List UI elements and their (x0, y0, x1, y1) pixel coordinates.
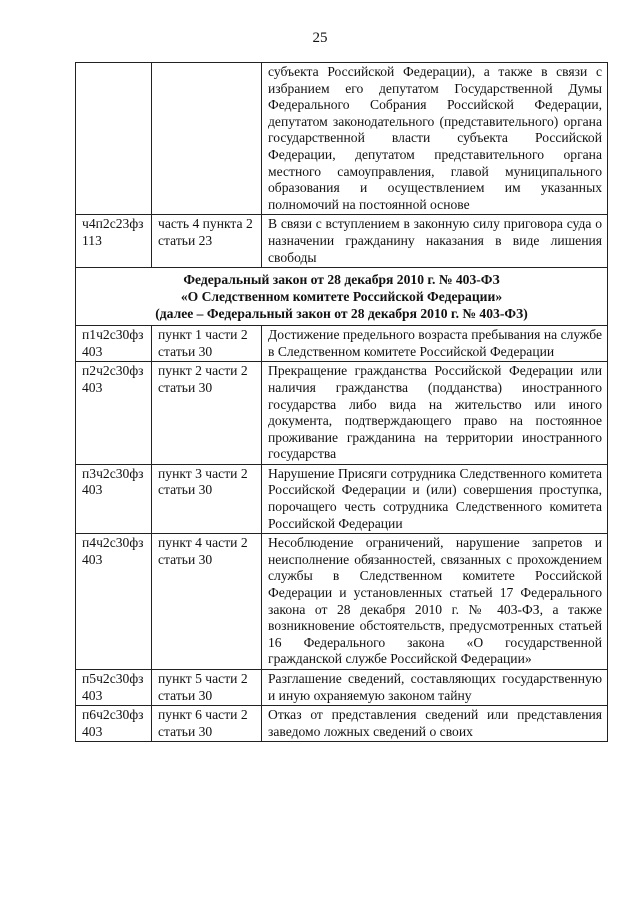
reference-cell: часть 4 пункта 2 статьи 23 (152, 215, 262, 268)
reference-cell: пункт 5 части 2 статьи 30 (152, 670, 262, 706)
code-cell: п2ч2с30фз 403 (76, 362, 152, 465)
description-cell: Отказ от представления сведений или представления заведомо ложных сведений о своих (262, 706, 608, 742)
reference-cell: пункт 4 части 2 статьи 30 (152, 534, 262, 670)
description-cell: Нарушение Присяги сотрудника Следственного комитета Российской Федерации и (или) совершения проступка, порочащего честь сотрудника Следственного комитета Российской Федерации (262, 464, 608, 533)
code-cell (76, 63, 152, 215)
description-cell: субъекта Российской Федерации), а также в связи с избранием его депутатом Государственной Думы Федерального Собрания Российской Федерации, депутатом законодательного (представительного) органа государственной власти субъекта Российской Федерации, депутатом представительного органа местного самоуправления, главой муниципального образования и осуществлением им указанных полномочий на постоянной основе (262, 63, 608, 215)
table-row (76, 464, 608, 533)
table-row (76, 215, 608, 268)
code-cell: п1ч2с30фз 403 (76, 326, 152, 362)
code-cell: ч4п2с23фз 113 (76, 215, 152, 268)
section-header (76, 268, 608, 326)
table-row (76, 534, 608, 670)
description-cell: Достижение предельного возраста пребывания на службе в Следственном комитете Российской Федерации (262, 326, 608, 362)
table-row (76, 362, 608, 465)
description-cell: Прекращение гражданства Российской Федерации или наличия гражданства (подданства) иностранного государства либо вида на жительство или иного документа, подтверждающего право на постоянное проживание гражданина на территории иностранного государства (262, 362, 608, 465)
reference-cell: пункт 1 части 2 статьи 30 (152, 326, 262, 362)
document-table (75, 62, 608, 742)
code-cell: п4ч2с30фз 403 (76, 534, 152, 670)
section-title-line: «О Следственном комитете Российской Федерации» (180, 289, 503, 305)
code-cell: п5ч2с30фз 403 (76, 670, 152, 706)
section-title-line: Федеральный закон от 28 декабря 2010 г. № 403-ФЗ (183, 272, 500, 288)
page-number: 25 (312, 30, 328, 46)
table-row (76, 326, 608, 362)
description-cell: В связи с вступлением в законную силу приговора суда о назначении гражданину наказания в виде лишения свободы (262, 215, 608, 268)
section-header-row (76, 268, 608, 326)
description-cell: Несоблюдение ограничений, нарушение запретов и неисполнение обязанностей, связанных с прохождением службы в Следственном комитете Российской Федерации и установленных статьей 17 Федерального закона от 28 декабря 2010 г. № 403-ФЗ, а также возникновение обстоятельств, предусмотренных статьей 16 Федерального закона «О государственной гражданской службе Российской Федерации» (262, 534, 608, 670)
code-cell: п3ч2с30фз 403 (76, 464, 152, 533)
table-row (76, 670, 608, 706)
table-row (76, 706, 608, 742)
description-cell: Разглашение сведений, составляющих государственную и иную охраняемую законом тайну (262, 670, 608, 706)
section-title-line: (далее – Федеральный закон от 28 декабря 2010 г. № 403-ФЗ) (155, 306, 528, 322)
reference-cell: пункт 6 части 2 статьи 30 (152, 706, 262, 742)
reference-cell: пункт 3 части 2 статьи 30 (152, 464, 262, 533)
table-row (76, 63, 608, 215)
reference-cell (152, 63, 262, 215)
reference-cell: пункт 2 части 2 статьи 30 (152, 362, 262, 465)
code-cell: п6ч2с30фз 403 (76, 706, 152, 742)
